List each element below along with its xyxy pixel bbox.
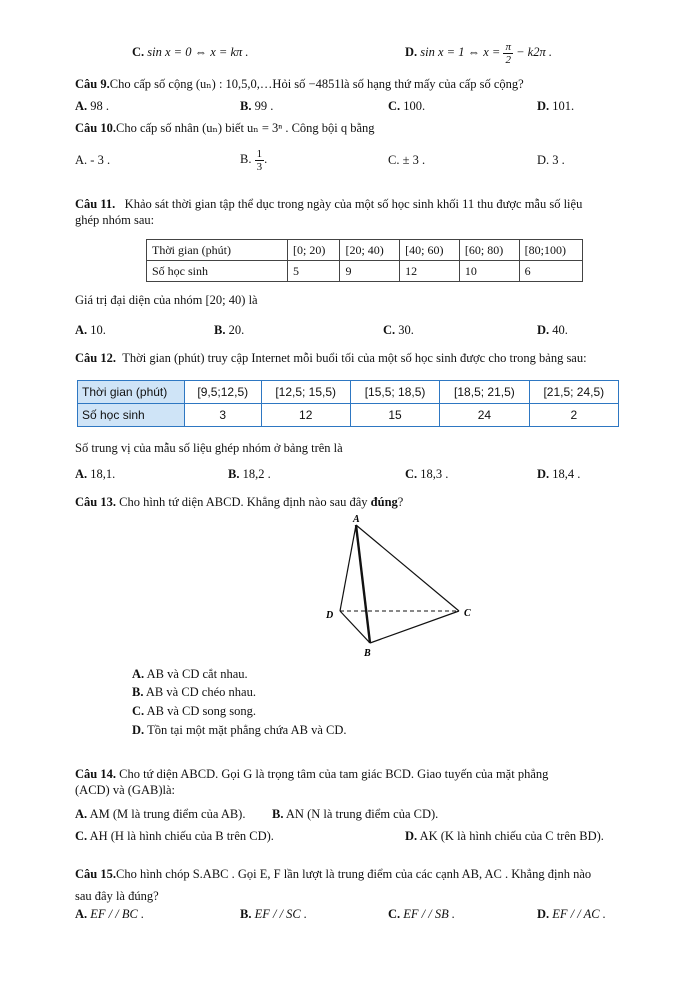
- table-cell: [80;100): [519, 240, 582, 261]
- fraction: $\frac{\pi}{2}$: [505, 40, 511, 66]
- table-cell: 24: [440, 404, 529, 427]
- q15-option-b[interactable]: B. EF / / SC .: [240, 907, 308, 921]
- table-cell: [18,5; 21,5): [440, 381, 529, 404]
- option-text: sin x = 1 ⇔ x =: [420, 45, 501, 59]
- option-text-after: − k2π .: [516, 45, 552, 59]
- table-row: [78, 381, 619, 404]
- option-text: sin x = 0 ⇔ x = kπ .: [147, 45, 249, 59]
- table-cell: [60; 80): [459, 240, 519, 261]
- table-row: [147, 240, 583, 261]
- question-text: Cho tứ diện ABCD. Gọi G là trọng tâm của tam giác BCD. Giao tuyến của mặt phẳng: [119, 767, 549, 781]
- q14-option-d[interactable]: D. AK (K là hình chiếu của C trên BD).: [405, 829, 604, 843]
- question-text: Thời gian (phút) truy cập Internet mỗi buổi tối của một số học sinh được cho trong bảng sau:: [122, 351, 587, 365]
- q14-stem-line2: (ACD) và (GAB)là:: [75, 783, 175, 797]
- edge-bc: [370, 611, 459, 643]
- q11-data-table: [146, 239, 583, 282]
- tetrahedron-figure: [318, 512, 478, 662]
- vertex-label-b: B: [364, 648, 371, 659]
- edge-ac: [356, 525, 459, 611]
- table-cell: 2: [529, 404, 618, 427]
- table-cell: [21,5; 24,5): [529, 381, 618, 404]
- edge-ad: [340, 525, 356, 611]
- q11-option-b[interactable]: B. 20.: [214, 323, 245, 337]
- table-cell: 3: [185, 404, 262, 427]
- q11-question: Giá trị đại diện của nhóm [20; 40) là: [75, 293, 258, 307]
- table-cell: 12: [261, 404, 350, 427]
- q9-option-a[interactable]: A. 98 .: [75, 99, 110, 113]
- table-cell: [0; 20): [288, 240, 340, 261]
- question-text: Cho hình chóp S.ABC . Gọi E, F lần lượt là trung điểm của các cạnh AB, AC . Khẳng định nào: [115, 867, 592, 881]
- table-header-cell: Thời gian (phút): [78, 381, 185, 404]
- q15-stem-line2: sau đây là đúng?: [75, 889, 159, 903]
- q15-option-d[interactable]: D. EF / / AC .: [537, 907, 606, 921]
- question-text: Cho hình tứ diện ABCD. Khẳng định nào sau đây: [119, 495, 368, 509]
- q8-option-d[interactable]: [405, 38, 552, 66]
- edge-ab: [356, 525, 370, 643]
- table-header-cell: Thời gian (phút): [147, 240, 288, 261]
- q12-stem: [75, 350, 587, 366]
- table-header-cell: Số học sinh: [78, 404, 185, 427]
- q15-option-c[interactable]: C. EF / / SB .: [388, 907, 456, 921]
- q10-option-c[interactable]: C. ± 3 .: [388, 153, 426, 167]
- q10-option-d[interactable]: D. 3 .: [537, 153, 565, 167]
- q9-option-b[interactable]: B. 99 .: [240, 99, 274, 113]
- table-cell: 6: [519, 261, 582, 282]
- q12-option-d[interactable]: D. 18,4 .: [537, 467, 581, 481]
- q11-option-c[interactable]: C. 30.: [383, 323, 414, 337]
- edge-db: [340, 611, 370, 643]
- q12-question: Số trung vị của mẫu số liệu ghép nhóm ở bảng trên là: [75, 441, 343, 455]
- question-number: Câu 13.: [75, 495, 116, 509]
- table-cell: [15,5; 18,5): [350, 381, 439, 404]
- q12-data-table: [77, 380, 619, 427]
- q14-option-b[interactable]: B. AN (N là trung điểm của CD).: [272, 807, 439, 821]
- vertex-label-c: C: [464, 608, 471, 619]
- q11-option-d[interactable]: D. 40.: [537, 323, 568, 337]
- q8-option-c[interactable]: [132, 44, 249, 60]
- q9-option-d[interactable]: D. 101.: [537, 99, 575, 113]
- table-cell: [40; 60): [400, 240, 460, 261]
- table-cell: 15: [350, 404, 439, 427]
- question-number: Câu 14.: [75, 767, 116, 781]
- q14-option-a[interactable]: A. AM (M là trung điểm của AB).: [75, 807, 246, 821]
- q9-option-c[interactable]: C. 100.: [388, 99, 426, 113]
- table-cell: [12,5; 15,5): [261, 381, 350, 404]
- table-cell: [9,5;12,5): [185, 381, 262, 404]
- question-text: Cho cấp số nhân (uₙ) biết uₙ = 3ⁿ . Công bội q bằng: [115, 121, 375, 135]
- q14-stem-line1: [75, 766, 548, 782]
- q9-stem: [75, 76, 524, 92]
- q13-option-d[interactable]: D. Tồn tại một mặt phẳng chứa AB và CD.: [132, 723, 347, 737]
- q13-option-a[interactable]: A. AB và CD cắt nhau.: [132, 667, 248, 681]
- vertex-label-a: A: [353, 514, 360, 525]
- fraction: $\frac{1}{3}$: [256, 147, 263, 173]
- question-number: Câu 11.: [75, 197, 116, 211]
- q10-stem: [75, 120, 375, 136]
- vertex-label-d: D: [326, 610, 334, 621]
- q10-option-b[interactable]: B. $\frac{1}{3}$ .: [240, 147, 268, 173]
- q14-option-c[interactable]: C. AH (H là hình chiếu của B trên CD).: [75, 829, 274, 843]
- q15-option-a[interactable]: A. EF / / BC .: [75, 907, 145, 921]
- table-cell: [20; 40): [340, 240, 400, 261]
- q15-stem-line1: [75, 866, 591, 882]
- question-number: Câu 10.: [75, 121, 116, 135]
- table-row: [147, 261, 583, 282]
- q11-stem-line2: ghép nhóm sau:: [75, 213, 155, 227]
- question-text: Cho cấp số cộng (uₙ) : 10,5,0,…Hỏi số −4851là số hạng thứ mấy của cấp số cộng?: [109, 77, 524, 91]
- table-cell: 5: [288, 261, 340, 282]
- option-label: D.: [405, 45, 418, 59]
- q12-option-c[interactable]: C. 18,3 .: [405, 467, 449, 481]
- question-text: Khảo sát thời gian tập thể dục trong ngày của một số học sinh khối 11 thu được mẫu số liệu: [124, 197, 583, 211]
- q11-stem-line1: [75, 196, 582, 212]
- question-number: Câu 9.: [75, 77, 110, 91]
- question-emphasis: đúng: [370, 495, 398, 509]
- q13-option-b[interactable]: B. AB và CD chéo nhau.: [132, 685, 256, 699]
- q11-option-a[interactable]: A. 10.: [75, 323, 106, 337]
- q12-option-a[interactable]: A. 18,1.: [75, 467, 116, 481]
- table-header-cell: Số học sinh: [147, 261, 288, 282]
- table-cell: 12: [400, 261, 460, 282]
- table-cell: 10: [459, 261, 519, 282]
- question-number: Câu 15.: [75, 867, 116, 881]
- q13-stem: Câu 13. Cho hình tứ diện ABCD. Khẳng định nào sau đây đúng?: [75, 495, 404, 509]
- question-number: Câu 12.: [75, 351, 116, 365]
- option-label: C.: [132, 45, 145, 59]
- q12-option-b[interactable]: B. 18,2 .: [228, 467, 271, 481]
- q10-option-a[interactable]: A. - 3 .: [75, 153, 111, 167]
- q13-option-c[interactable]: C. AB và CD song song.: [132, 704, 256, 718]
- table-cell: 9: [340, 261, 400, 282]
- table-row: [78, 404, 619, 427]
